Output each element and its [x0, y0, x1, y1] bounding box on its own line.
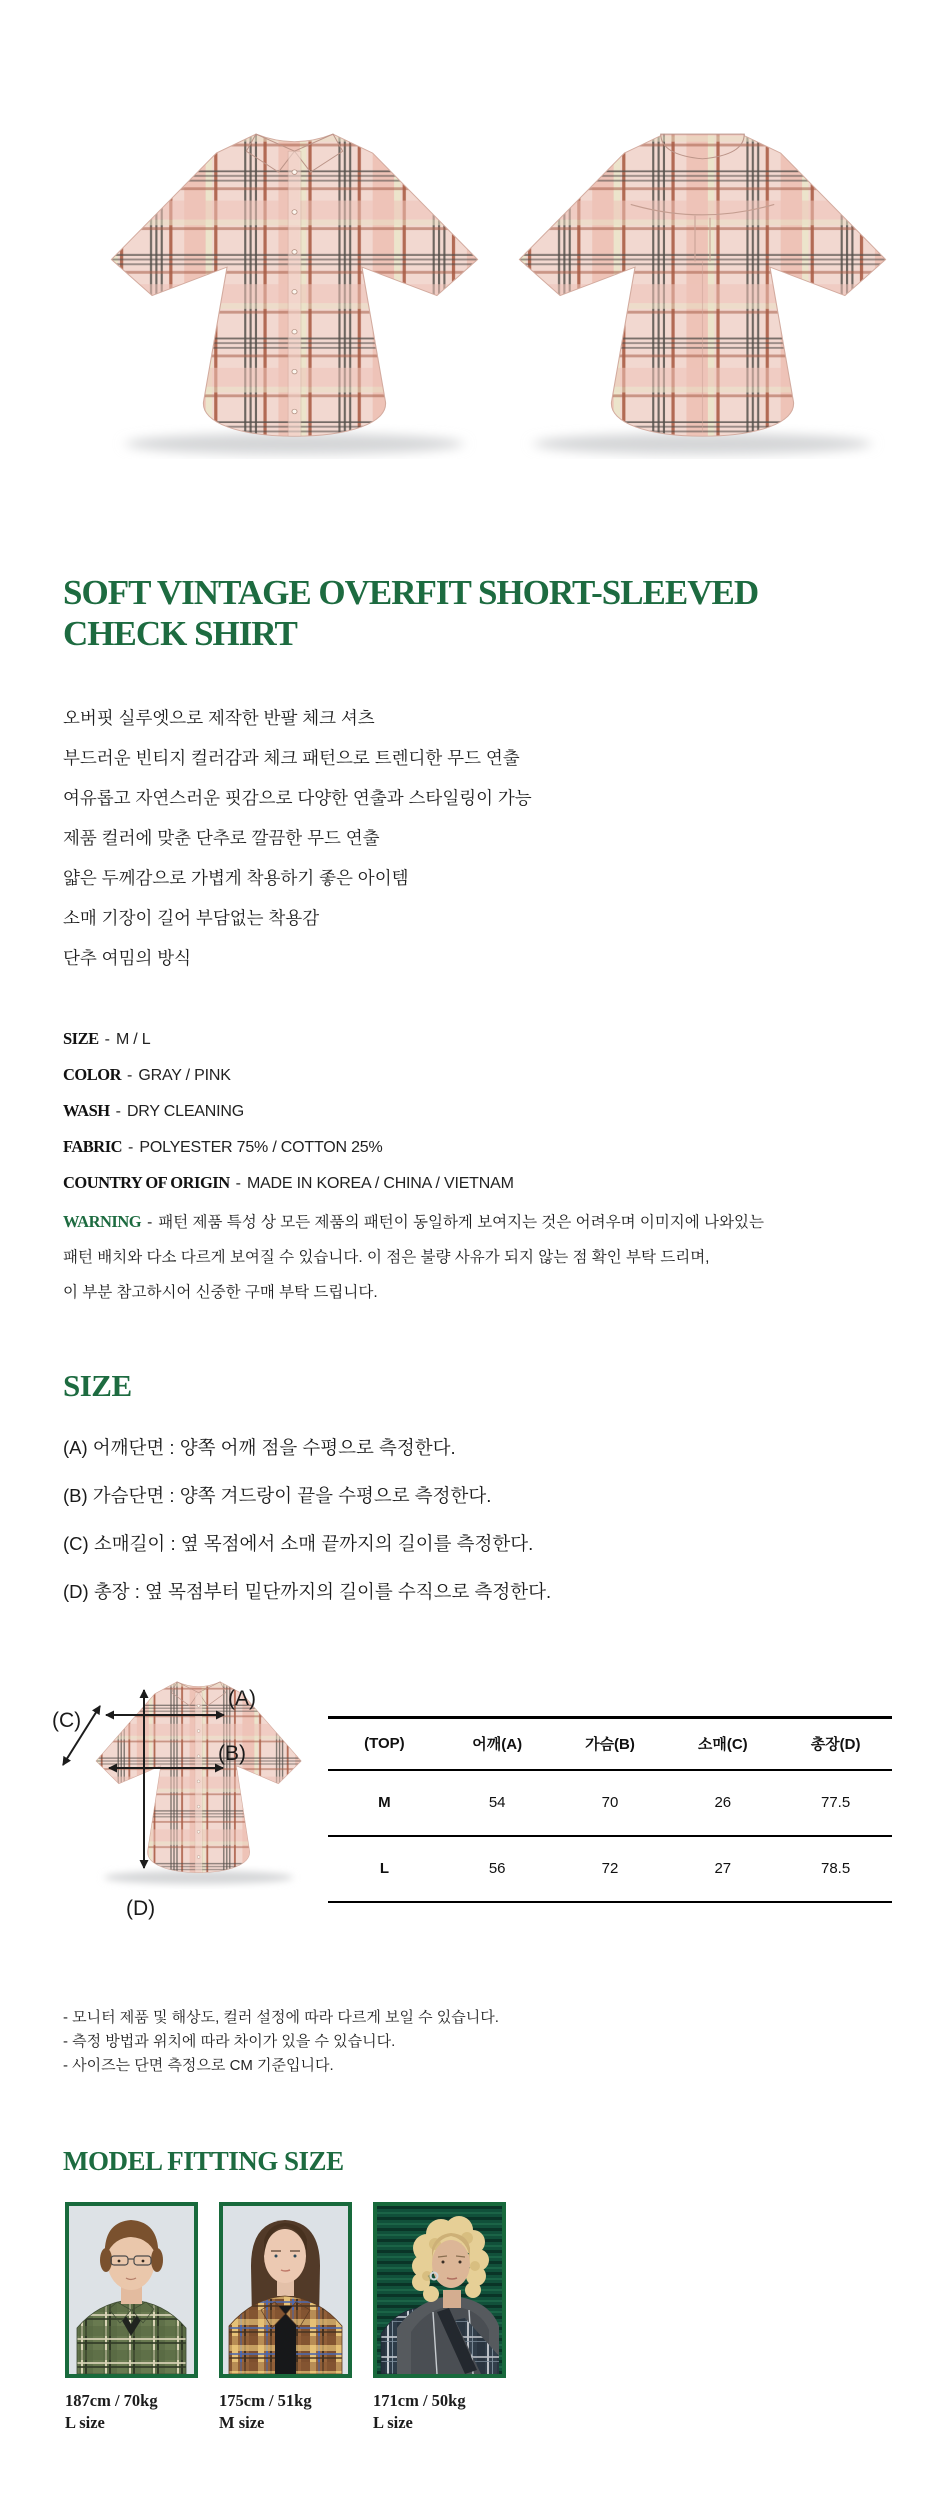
description-line: 오버핏 실루엣으로 제작한 반팔 체크 셔츠 — [63, 708, 375, 728]
diagram-label-b: (B) — [218, 1742, 246, 1765]
detail-row-color — [63, 1064, 514, 1100]
detail-row-size — [63, 1028, 514, 1064]
model-photo-2-image — [223, 2206, 348, 2374]
table-cell: 77.5 — [820, 1794, 851, 1811]
model-photo-2 — [219, 2202, 352, 2378]
detail-separator: - — [235, 1175, 241, 1192]
warning-label: WARNING — [63, 1212, 142, 1231]
size-table-row-m — [328, 1770, 892, 1836]
table-cell: 70 — [601, 1794, 619, 1811]
size-table — [328, 1716, 892, 1903]
size-diagram — [40, 1665, 330, 1965]
warning-line3: 이 부분 참고하시어 신중한 구매 부탁 드립니다. — [63, 1284, 378, 1301]
size-guide-item-b: (B) 가슴단면 : 양쪽 겨드랑이 끝을 수평으로 측정한다. — [63, 1485, 492, 1506]
diagram-label-c: (C) — [52, 1709, 82, 1732]
detail-value: GRAY / PINK — [138, 1067, 231, 1084]
table-header-cell: 소매(C) — [697, 1736, 748, 1754]
warning-line2: 패턴 배치와 다소 다르게 보여질 수 있습니다. 이 점은 불량 사유가 되지 않는 점 확인 부탁 드리며, — [63, 1249, 710, 1266]
table-header-cell: (TOP) — [364, 1735, 405, 1753]
notes — [63, 2006, 499, 2078]
note-line: - 모니터 제품 및 해상도, 컬러 설정에 따라 다르게 보일 수 있습니다. — [63, 2009, 499, 2026]
model-spec: 187cm / 70kg — [65, 2391, 158, 2410]
table-cell: M — [378, 1794, 391, 1811]
description-line: 제품 컬러에 맞춘 단추로 깔끔한 무드 연출 — [63, 828, 380, 848]
table-cell: 26 — [714, 1794, 732, 1811]
table-header-cell: 가슴(B) — [585, 1736, 635, 1754]
size-guide — [63, 1424, 551, 1616]
detail-value: M / L — [115, 1031, 151, 1048]
warning-text: 패턴 제품 특성 상 모든 제품의 패턴이 동일하게 보여지는 것은 어려우며 이미지에 나와있는 — [158, 1214, 764, 1231]
detail-value: POLYESTER 75% / COTTON 25% — [139, 1139, 383, 1156]
product-image-back — [498, 117, 907, 459]
model-caption-3 — [373, 2390, 466, 2434]
model-caption-2 — [219, 2390, 312, 2434]
detail-separator: - — [115, 1103, 121, 1120]
warning-block — [63, 1204, 764, 1310]
size-guide-item-d: (D) 총장 : 옆 목점부터 밑단까지의 길이를 수직으로 측정한다. — [63, 1581, 552, 1602]
table-cell: L — [379, 1860, 389, 1877]
size-guide-item-c: (C) 소매길이 : 옆 목점에서 소매 끝까지의 길이를 측정한다. — [63, 1533, 534, 1554]
table-header-cell: 어깨(A) — [472, 1736, 523, 1754]
detail-row-fabric — [63, 1136, 514, 1172]
model-spec: 171cm / 50kg — [373, 2391, 466, 2410]
model-photo-1 — [65, 2202, 198, 2378]
model-photo-3 — [373, 2202, 506, 2378]
model-photo-3-image — [377, 2206, 502, 2374]
description-line: 얇은 두께감으로 가볍게 착용하기 좋은 아이템 — [63, 868, 409, 888]
model-size: L size — [373, 2413, 413, 2432]
diagram-shirt — [96, 1682, 301, 1884]
size-table-header-row — [328, 1718, 892, 1770]
model-photo-1-image — [69, 2206, 194, 2374]
warning-line1 — [63, 1204, 764, 1240]
product-details — [63, 1028, 514, 1208]
description-line: 소매 기장이 길어 부담없는 착용감 — [63, 908, 320, 928]
table-cell: 56 — [488, 1860, 506, 1877]
detail-separator: - — [127, 1067, 133, 1084]
description-line: 부드러운 빈티지 컬러감과 체크 패턴으로 트렌디한 무드 연출 — [63, 748, 520, 768]
description-line: 여유롭고 자연스러운 핏감으로 다양한 연출과 스타일링이 가능 — [63, 788, 532, 808]
model-size: M size — [219, 2413, 265, 2432]
size-table-row-l — [328, 1836, 892, 1902]
table-cell: 72 — [601, 1860, 619, 1877]
table-cell: 78.5 — [820, 1860, 851, 1877]
detail-label: WASH — [63, 1101, 110, 1120]
detail-row-wash — [63, 1100, 514, 1136]
detail-separator: - — [104, 1031, 110, 1048]
note-line: - 사이즈는 단면 측정으로 CM 기준입니다. — [63, 2057, 334, 2074]
size-heading: SIZE — [63, 1368, 132, 1403]
note-line: - 측정 방법과 위치에 따라 차이가 있을 수 있습니다. — [63, 2033, 396, 2050]
model-fitting-heading: MODEL FITTING SIZE — [63, 2146, 344, 2176]
detail-label: COUNTRY OF ORIGIN — [63, 1173, 230, 1192]
table-header-cell: 총장(D) — [810, 1736, 861, 1754]
product-description — [63, 698, 532, 978]
detail-value: DRY CLEANING — [126, 1103, 244, 1120]
product-image-front — [90, 117, 499, 459]
model-size: L size — [65, 2413, 105, 2432]
detail-label: COLOR — [63, 1065, 122, 1084]
size-guide-item-a: (A) 어깨단면 : 양쪽 어깨 점을 수평으로 측정한다. — [63, 1437, 456, 1458]
detail-row-origin — [63, 1172, 514, 1208]
model-caption-1 — [65, 2390, 158, 2434]
detail-value: MADE IN KOREA / CHINA / VIETNAM — [246, 1175, 514, 1192]
warning-separator: - — [147, 1214, 153, 1231]
diagram-label-d: (D) — [126, 1897, 156, 1920]
table-cell: 27 — [714, 1860, 732, 1877]
page-title-line2: CHECK SHIRT — [63, 614, 297, 653]
model-spec: 175cm / 51kg — [219, 2391, 312, 2410]
page-title-line1: SOFT VINTAGE OVERFIT SHORT-SLEEVED — [63, 573, 759, 612]
diagram-label-a: (A) — [228, 1687, 256, 1710]
detail-label: FABRIC — [63, 1137, 123, 1156]
table-cell: 54 — [488, 1794, 506, 1811]
detail-label: SIZE — [63, 1029, 99, 1048]
page-title — [63, 572, 758, 654]
description-line: 단추 여밈의 방식 — [63, 948, 192, 968]
detail-separator: - — [128, 1139, 134, 1156]
